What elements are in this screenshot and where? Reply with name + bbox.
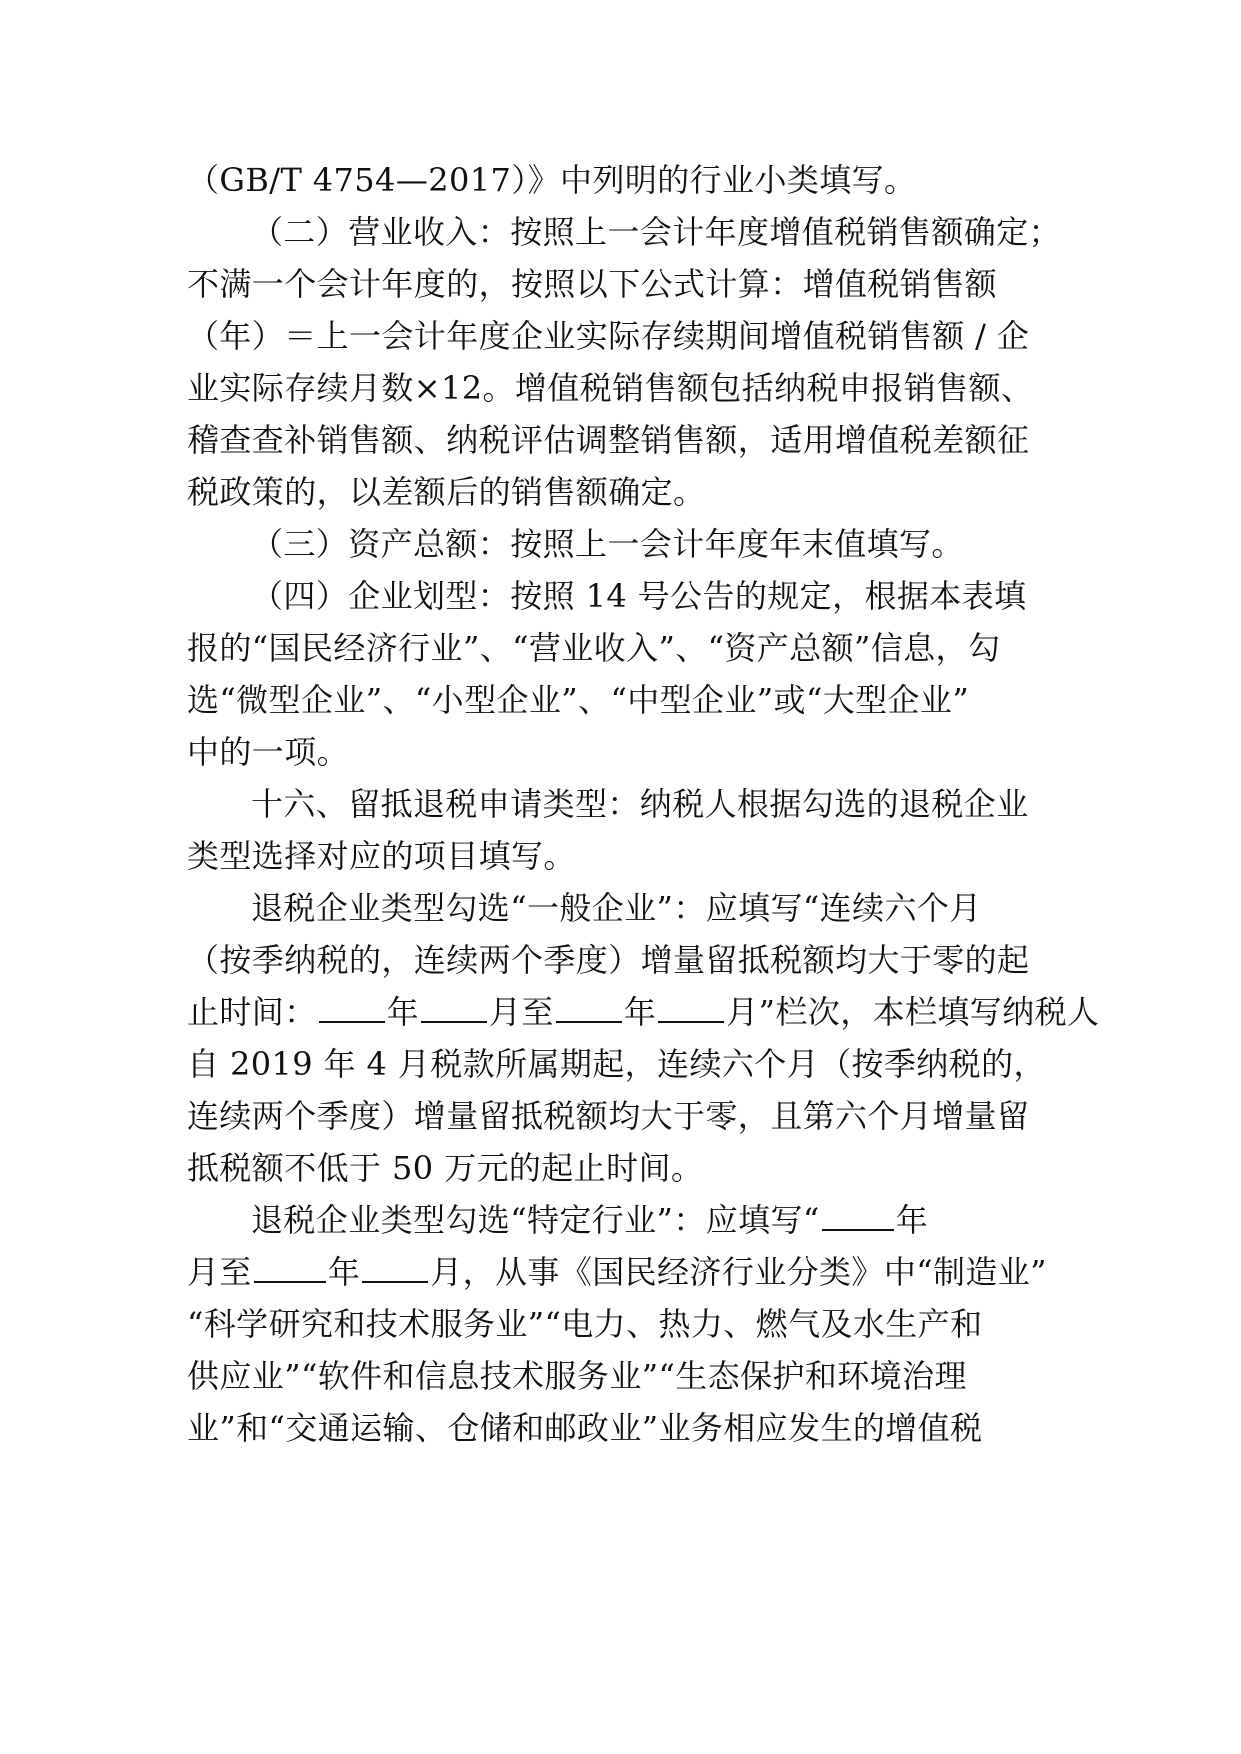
text-fragment: 年 (623, 993, 657, 1031)
fill-blank (822, 1199, 894, 1231)
fill-blank (254, 1251, 326, 1283)
text-line: 中的一项。 (187, 733, 350, 771)
text-fragment: 月”栏次，本栏填写纳税人 (726, 993, 1100, 1031)
fill-blank (658, 991, 724, 1023)
text-line: （GB/T 4754—2017）》中列明的行业小类填写。 (187, 161, 917, 199)
text-line: 稽查查补销售额、纳税评估调整销售额，适用增值税差额征 (187, 421, 1030, 459)
text-line: 退税企业类型勾选“一般企业”：应填写“连续六个月 (251, 889, 982, 927)
text-line: 业实际存续月数×12。增值税销售额包括纳税申报销售额、 (187, 369, 1034, 407)
text-fragment: 月，从事《国民经济行业分类》中“制造业” (430, 1253, 1047, 1291)
text-line: 供应业”“软件和信息技术服务业”“生态保护和环境治理 (187, 1357, 967, 1395)
text-line: 业”和“交通运输、仓储和邮政业”业务相应发生的增值税 (187, 1409, 983, 1447)
text-fragment: 退税企业类型勾选“特定行业”：应填写“ (251, 1201, 820, 1239)
text-line: 十六、留抵退税申请类型：纳税人根据勾选的退税企业 (251, 785, 1029, 823)
fill-blank (319, 991, 385, 1023)
text-fragment: 年 (386, 993, 420, 1031)
text-line: 不满一个会计年度的，按照以下公式计算：增值税销售额 (187, 265, 998, 303)
text-line: 抵税额不低于 50 万元的起止时间。 (187, 1149, 704, 1187)
text-line-with-blanks (187, 1246, 1057, 1298)
text-line: 税政策的，以差额后的销售额确定。 (187, 473, 706, 511)
document-page (187, 154, 1100, 1454)
text-fragment: 止时间： (187, 993, 317, 1031)
text-line-with-blanks (187, 986, 1100, 1038)
fill-blank (362, 1251, 428, 1283)
text-line: （二）营业收入：按照上一会计年度增值税销售额确定； (251, 213, 1062, 251)
text-line: （四）企业划型：按照 14 号公告的规定，根据本表填 (251, 577, 1027, 615)
text-fragment: 月至 (489, 993, 554, 1031)
text-line: 自 2019 年 4 月税款所属期起，连续六个月（按季纳税的， (187, 1045, 1046, 1083)
text-line: “科学研究和技术服务业”“电力、热力、燃气及水生产和 (187, 1305, 983, 1343)
text-fragment: 年 (327, 1253, 361, 1291)
text-line: 类型选择对应的项目填写。 (187, 837, 576, 875)
text-line: （三）资产总额：按照上一会计年度年末值填写。 (251, 525, 964, 563)
text-fragment: 年 (895, 1201, 929, 1239)
text-line: 连续两个季度）增量留抵税额均大于零，且第六个月增量留 (187, 1097, 1030, 1135)
fill-blank (421, 991, 487, 1023)
text-line-with-blanks (187, 1194, 1057, 1246)
fill-blank (556, 991, 622, 1023)
text-fragment: 月至 (187, 1253, 252, 1291)
text-line: 选“微型企业”、“小型企业”、“中型企业”或“大型企业” (187, 681, 970, 719)
text-line: （年）＝上一会计年度企业实际存续期间增值税销售额 / 企 (187, 317, 1030, 355)
text-line: （按季纳税的，连续两个季度）增量留抵税额均大于零的起 (187, 941, 1030, 979)
text-line: 报的“国民经济行业”、“营业收入”、“资产总额”信息，勾 (187, 629, 1001, 667)
